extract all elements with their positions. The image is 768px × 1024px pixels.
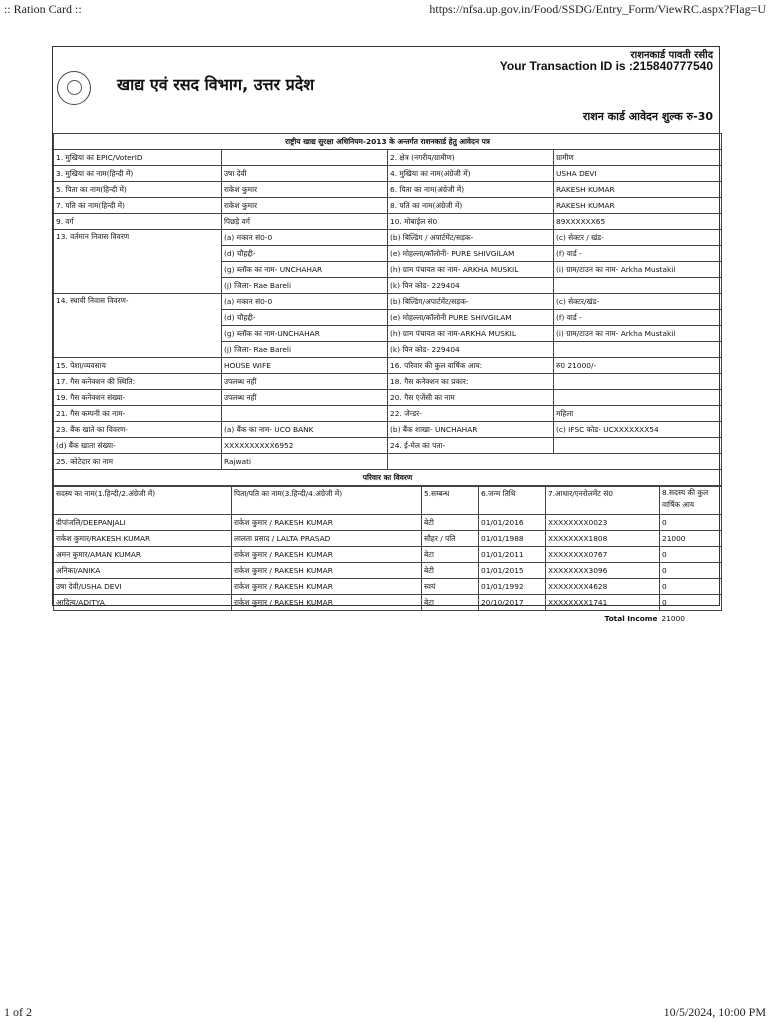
total-row (54, 611, 722, 627)
family-header-row (54, 487, 722, 515)
address-part: (b) बिल्डिंग/अपार्टमेंट/सड़क- (388, 294, 554, 310)
address-part: (k) पिन कोड- 229404 (388, 278, 554, 294)
member-income: 0 (660, 595, 722, 611)
field-value: ग्रामीण (554, 150, 722, 166)
address-part: (b) बिल्डिंग / अपार्टमेंट/सड़क- (388, 230, 554, 246)
relation: बेटी (422, 563, 479, 579)
field-value: USHA DEVI (554, 166, 722, 182)
field-value: RAKESH KUMAR (554, 198, 722, 214)
member-income: 0 (660, 563, 722, 579)
field-label: 15. पेशा/व्यवसाय (54, 358, 222, 374)
transaction-id: Your Transaction ID is :215840777540 (499, 59, 713, 73)
birth-date: 01/01/1988 (479, 531, 546, 547)
table-row (54, 166, 722, 182)
member-name: अनिका/ANIKA (54, 563, 232, 579)
address-part: (i) ग्राम/टाउन का नाम- Arkha Mustakil (554, 262, 722, 278)
table-row (54, 595, 722, 611)
column-header: 7.आधार/एनरोलमेंट सं0 (546, 487, 660, 515)
field-label: 17. गैस कनेक्शन की स्थिति: (54, 374, 222, 390)
table-row (54, 579, 722, 595)
page-indicator: 1 of 2 (4, 1005, 32, 1019)
member-income: 0 (660, 547, 722, 563)
receipt-label: राशनकार्ड पावती रसीद (630, 50, 713, 61)
field-label: 24. ई-मेल का पता- (388, 438, 554, 454)
guardian-name: राकेश कुमार / RAKESH KUMAR (232, 595, 422, 611)
current-address-label: 13. वर्तमान निवास विवरण (54, 230, 222, 294)
field-label: 18. गैस कनेक्शन का प्रकार: (388, 374, 554, 390)
field-label: 3. मुखिया का नाम(हिन्दी में) (54, 166, 222, 182)
address-part: (e) मोहल्ला/कॉलोनी PURE SHIVGILAM (388, 310, 554, 326)
table-row (54, 515, 722, 531)
field-value: 89XXXXXX65 (554, 214, 722, 230)
field-label: 8. पति का नाम(अंग्रेजी में) (388, 198, 554, 214)
permanent-address-label: 14. स्थायी निवास विवरण- (54, 294, 222, 358)
member-income: 21000 (660, 531, 722, 547)
birth-date: 01/01/2011 (479, 547, 546, 563)
column-header: पिता/पति का नाम(3.हिन्दी/4.अंग्रेजी में) (232, 487, 422, 515)
empty-cell (554, 342, 722, 358)
table-row (54, 454, 722, 470)
address-part: (h) ग्राम पंचायत का नाम- ARKHA MUSKIL (388, 262, 554, 278)
address-part: (c) सेक्टर / खंड- (554, 230, 722, 246)
empty-cell (554, 278, 722, 294)
birth-date: 01/01/2015 (479, 563, 546, 579)
address-part: (j) जिला- Rae Bareli (222, 278, 388, 294)
table-row (54, 214, 722, 230)
field-label: 5. पिता का नाम(हिन्दी में) (54, 182, 222, 198)
address-part: (f) वार्ड - (554, 246, 722, 262)
member-name: उषा देवी/USHA DEVI (54, 579, 232, 595)
birth-date: 20/10/2017 (479, 595, 546, 611)
field-label: 16. परिवार की कुल वार्षिक आय: (388, 358, 554, 374)
address-part: (d) चौहद्दी- (222, 246, 388, 262)
guardian-name: राकेश कुमार / RAKESH KUMAR (232, 579, 422, 595)
field-value: (b) बैंक शाखा- UNCHAHAR (388, 422, 554, 438)
field-value (222, 406, 388, 422)
field-value: महिला (554, 406, 722, 422)
address-part: (f) वार्ड - (554, 310, 722, 326)
member-income: 0 (660, 579, 722, 595)
application-table (53, 133, 722, 486)
address-part: (i) ग्राम/टाउन का नाम- Arkha Mustakil (554, 326, 722, 342)
browser-tab-title: :: Ration Card :: (4, 2, 82, 16)
aadhaar-number: XXXXXXXX1808 (546, 531, 660, 547)
table-row (54, 547, 722, 563)
print-timestamp: 10/5/2024, 10:00 PM (663, 1005, 766, 1019)
field-label: 23. बैंक खाते का विवरण- (54, 422, 222, 438)
table-row (54, 230, 722, 246)
field-label: (d) बैंक खाता संख्या- (54, 438, 222, 454)
field-value: उपलब्ध नहीं (222, 374, 388, 390)
department-title: खाद्य एवं रसद विभाग, उत्तर प्रदेश (117, 75, 315, 94)
table-row (54, 422, 722, 438)
form-header (53, 47, 719, 133)
field-value: उषा देवी (222, 166, 388, 182)
member-name: राकेश कुमार/RAKESH KUMAR (54, 531, 232, 547)
form-title: राष्ट्रीय खाद्य सुरक्षा अधिनियम-2013 के अन्तर्गत राशनकार्ड हेतु आवेदन पत्र (54, 134, 722, 150)
address-part: (j) जिला- Rae Bareli (222, 342, 388, 358)
field-label: 7. पति का नाम(हिन्दी में) (54, 198, 222, 214)
guardian-name: राकेश कुमार / RAKESH KUMAR (232, 563, 422, 579)
birth-date: 01/01/1992 (479, 579, 546, 595)
table-row (54, 358, 722, 374)
guardian-name: लालता प्रसाद / LALTA PRASAD (232, 531, 422, 547)
guardian-name: राकेश कुमार / RAKESH KUMAR (232, 515, 422, 531)
aadhaar-number: XXXXXXXX0767 (546, 547, 660, 563)
relation: स्वयं (422, 579, 479, 595)
family-section-title: परिवार का विवरण (54, 470, 722, 486)
guardian-name: राकेश कुमार / RAKESH KUMAR (232, 547, 422, 563)
field-label: 9. वर्ग (54, 214, 222, 230)
field-value: पिछड़े वर्ग (222, 214, 388, 230)
field-value: उपलब्ध नहीं (222, 390, 388, 406)
field-label: 4. मुखिया का नाम(अंग्रेजी में) (388, 166, 554, 182)
relation: सौहर / पति (422, 531, 479, 547)
relation: बेटा (422, 595, 479, 611)
relation: बेटी (422, 515, 479, 531)
member-name: दीपांजलि/DEEPANJALI (54, 515, 232, 531)
column-header: सदस्य का नाम(1.हिन्दी/2.अंग्रेजी में) (54, 487, 232, 515)
field-label: 22. जेन्डर- (388, 406, 554, 422)
field-label: 25. कोटेदार का नाम (54, 454, 222, 470)
field-label: 2. क्षेत्र (नगरीय/ग्रामीण) (388, 150, 554, 166)
table-row (54, 390, 722, 406)
field-label: 10. मोबाईल सं0 (388, 214, 554, 230)
field-value: HOUSE WIFE (222, 358, 388, 374)
browser-url[interactable]: https://nfsa.up.gov.in/Food/SSDG/Entry_Form/ViewRC.aspx?Flag=U (429, 2, 766, 16)
field-value: (a) बैंक का नाम- UCO BANK (222, 422, 388, 438)
address-part: (h) ग्राम पंचायत का नाम-ARKHA MUSKIL (388, 326, 554, 342)
column-header: 5.सम्बन्ध (422, 487, 479, 515)
table-row (54, 374, 722, 390)
field-value: (c) IFSC कोड- UCXXXXXXX54 (554, 422, 722, 438)
address-part: (c) सेक्टर/खंड- (554, 294, 722, 310)
total-income-value: 21000 (661, 613, 686, 623)
empty-cell (388, 454, 722, 470)
table-row (54, 198, 722, 214)
field-value: राकेश कुमार (222, 198, 388, 214)
family-table (53, 486, 722, 626)
member-name: अमन कुमार/AMAN KUMAR (54, 547, 232, 563)
address-part: (g) ब्लॉक का नाम-UNCHAHAR (222, 326, 388, 342)
member-income: 0 (660, 515, 722, 531)
table-row (54, 294, 722, 310)
address-part: (a) मकान सं0-0 (222, 230, 388, 246)
address-part: (k) पिन कोड- 229404 (388, 342, 554, 358)
field-value (554, 438, 722, 454)
aadhaar-number: XXXXXXXX1741 (546, 595, 660, 611)
application-fee: राशन कार्ड आवेदन शुल्क रु-30 (582, 110, 713, 123)
field-value: RAKESH KUMAR (554, 182, 722, 198)
up-emblem-icon (57, 71, 91, 105)
table-row (54, 563, 722, 579)
member-name: आदित्य/ADITYA (54, 595, 232, 611)
field-label: 6. पिता का नाम(अंग्रेजी में) (388, 182, 554, 198)
table-row (54, 182, 722, 198)
address-part: (g) ब्लॉक का नाम- UNCHAHAR (222, 262, 388, 278)
birth-date: 01/01/2016 (479, 515, 546, 531)
total-income-label: Total Income (604, 613, 658, 623)
address-part: (a) मकान सं0-0 (222, 294, 388, 310)
ration-card-form (52, 46, 720, 623)
field-value: XXXXXXXXXX6952 (222, 438, 388, 454)
table-row (54, 406, 722, 422)
column-header: 6.जन्म तिथि (479, 487, 546, 515)
field-value: Rajwati (222, 454, 388, 470)
field-value (222, 150, 388, 166)
field-value: राकेश कुमार (222, 182, 388, 198)
aadhaar-number: XXXXXXXX4628 (546, 579, 660, 595)
address-part: (d) चौहद्दी- (222, 310, 388, 326)
table-row (54, 438, 722, 454)
table-row (54, 531, 722, 547)
relation: बेटा (422, 547, 479, 563)
aadhaar-number: XXXXXXXX0023 (546, 515, 660, 531)
field-label: 1. मुखिया का EPIC/VoterID (54, 150, 222, 166)
column-header: 8.सदस्य की कुल वार्षिक आय (660, 487, 722, 515)
field-label: 21. गैस कम्पनी का नाम- (54, 406, 222, 422)
field-label: 19. गैस कनेक्शन संख्या- (54, 390, 222, 406)
aadhaar-number: XXXXXXXX3096 (546, 563, 660, 579)
field-label: 20. गैस एजेंसी का नाम (388, 390, 554, 406)
table-row (54, 150, 722, 166)
address-part: (e) मोहल्ला/कॉलोनी- PURE SHIVGILAM (388, 246, 554, 262)
field-value (554, 374, 722, 390)
field-value: रु0 21000/- (554, 358, 722, 374)
field-value (554, 390, 722, 406)
